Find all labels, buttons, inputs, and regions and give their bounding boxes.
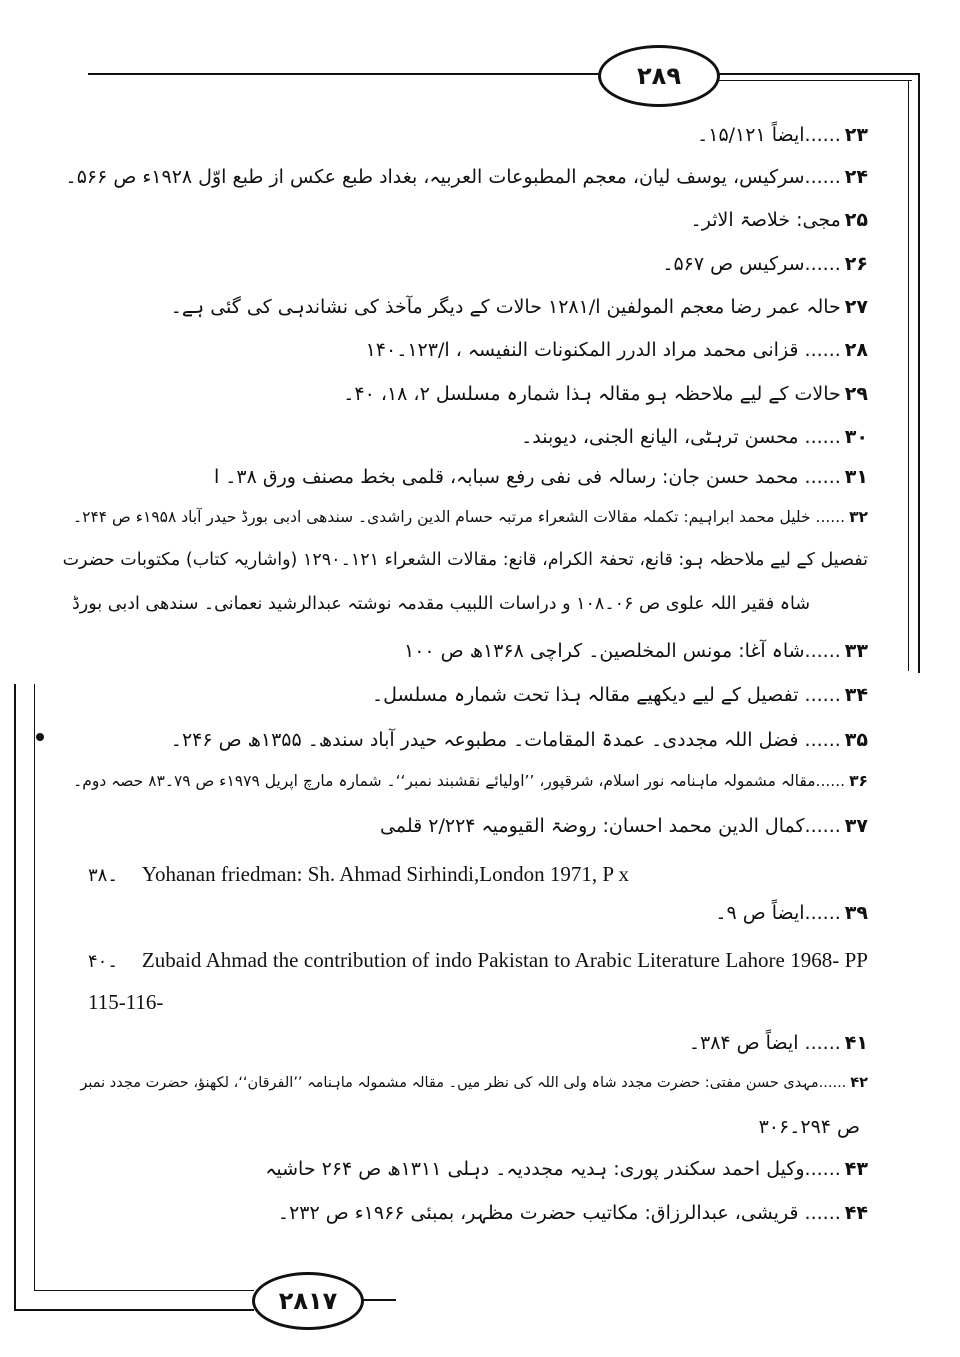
footnote-41: ۴۱...... ایضاً ص ۳۸۴۔ — [688, 1032, 868, 1054]
footnote-26: ۲۶......سرکیس ص ۵۶۷۔ — [662, 253, 868, 275]
bottom-frame-line-outer — [14, 1309, 254, 1311]
footnote-37: ۳۷......کمال الدین محمد احسان: روضۃ القیومیہ ۲/۲۲۴ قلمی — [380, 815, 868, 837]
bottom-page-number: ۲۸۱۷ — [252, 1272, 364, 1330]
footnote-23: ۲۳......ایضاً ۱۵/۱۲۱۔ — [697, 124, 868, 146]
right-frame-line-outer — [918, 73, 920, 673]
top-frame-line-inner — [712, 80, 912, 81]
footnote-text: Zubaid Ahmad the contribution of indo Pakistan to Arabic Literature Lahore 1968- PP 115-116- — [88, 948, 868, 1014]
left-frame-line-inner — [34, 684, 35, 1290]
footnote-39: ۳۹......ایضاً ص ۹۔ — [715, 902, 868, 924]
footnote-29: ۲۹حالات کے لیے ملاحظہ ہو مقالہ ہذا شمارہ مسلسل ۲، ۱۸، ۴۰۔ — [343, 383, 868, 405]
right-frame-line-inner — [908, 81, 909, 671]
top-page-number: ۲۸۹ — [598, 45, 720, 107]
footnote-24: ۲۴......سرکیس، یوسف لیان، معجم المطبوعات العربیہ، بغداد طبع عکس از طبع اوّل ۱۹۲۸ء ص ۵۶۶۔ — [65, 166, 868, 188]
footnote-36: ۳۶......مقالہ مشمولہ ماہنامہ نور اسلام، شرقپور، ’’اولیائے نقشبند نمبر‘‘۔ شمارہ مارچ اپریل ۱۹۷۹ء ص ۷۹۔۸۳ حصہ دوم۔ — [73, 772, 868, 790]
margin-dot — [36, 733, 44, 741]
footnote-27: ۲۷حالہ عمر رضا معجم المولفین ا/۱۲۸۱ حالات کے دیگر مآخذ کی نشاندہی کی گئی ہے۔ — [170, 296, 868, 318]
top-frame-line — [88, 73, 600, 75]
left-frame-line-outer — [14, 684, 16, 1310]
footnote-44: ۴۴...... قریشی، عبدالرزاق: مکاتیب حضرت مظہر، بمبئی ۱۹۶۶ء ص ۲۳۲۔ — [277, 1202, 868, 1224]
top-frame-line-right — [712, 73, 920, 75]
footnote-42-continuation: ص ۲۹۴۔۳۰۶ — [758, 1116, 860, 1138]
footnote-33: ۳۳......شاہ آغا: مونس المخلصین۔ کراچی ۱۳۶۸ھ ص ۱۰۰ — [404, 640, 868, 662]
footnote-31: ۳۱...... محمد حسن جان: رسالہ فی نفی رفع سبابہ، قلمی بخط مصنف ورق ۳۸۔ ا — [213, 466, 868, 488]
footnote-text: Yohanan friedman: Sh. Ahmad Sirhindi,London 1971, P x — [141, 862, 629, 886]
footnote-number: ۳۸۔ — [88, 865, 118, 886]
footnote-43: ۴۳......وکیل احمد سکندر پوری: ہدیہ مجددیہ۔ دہلی ۱۳۱۱ھ ص ۲۶۴ حاشیہ — [265, 1158, 868, 1180]
bottom-frame-line-inner — [34, 1290, 254, 1291]
footnote-34: ۳۴...... تفصیل کے لیے دیکھیے مقالہ ہذا تحت شمارہ مسلسل۔ — [372, 684, 868, 706]
footnote-28: ۲۸...... قزانی محمد مراد الدرر المکنونات النفیسہ ، ا/۱۲۳۔۱۴۰ — [365, 339, 868, 361]
footnote-35: ۳۵...... فضل اللہ مجددی۔ عمدۃ المقامات۔ مطبوعہ حیدر آباد سندھ۔ ۱۳۵۵ھ ص ۲۴۶۔ — [170, 729, 868, 751]
footnote-32: ۳۲...... خلیل محمد ابراہیم: تکملہ مقالات الشعراء مرتبہ حسام الدین راشدی۔ سندھی ادبی بورڈ حیدر آباد ۱۹۵۸ء ص ۲۴۴۔ — [73, 508, 868, 526]
footnote-32-continuation-2: شاہ فقیر اللہ علوی ص ۰۶۔۱۰۸ و دراسات اللبیب مقدمہ نوشتہ عبدالرشید نعمانی۔ سندھی ادبی بورڈ — [72, 594, 810, 614]
english-footnote-38 — [88, 854, 868, 896]
footnote-42: ۴۲......مہدی حسن مفتی: حضرت مجدد شاہ ولی اللہ کی نظر میں۔ مقالہ مشمولہ ماہنامہ ’’الفرقان‘‘، لکھنؤ، حضرت مجدد نمبر — [80, 1075, 868, 1091]
english-footnote-40 — [88, 940, 868, 1022]
footnote-30: ۳۰...... محسن ترہٹی، الیانع الجنی، دیوبند۔ — [521, 426, 868, 448]
footnote-32-continuation-1: تفصیل کے لیے ملاحظہ ہو: قانع، تحفۃ الکرام، قانع: مقالات الشعراء ۱۲۱۔۱۲۹۰ (واشاریہ کتاب) مکتوبات حضرت — [62, 550, 868, 570]
footnote-25: ۲۵مجی: خلاصۃ الاثر۔ — [690, 209, 868, 231]
footnote-number: ۴۰۔ — [88, 951, 118, 972]
